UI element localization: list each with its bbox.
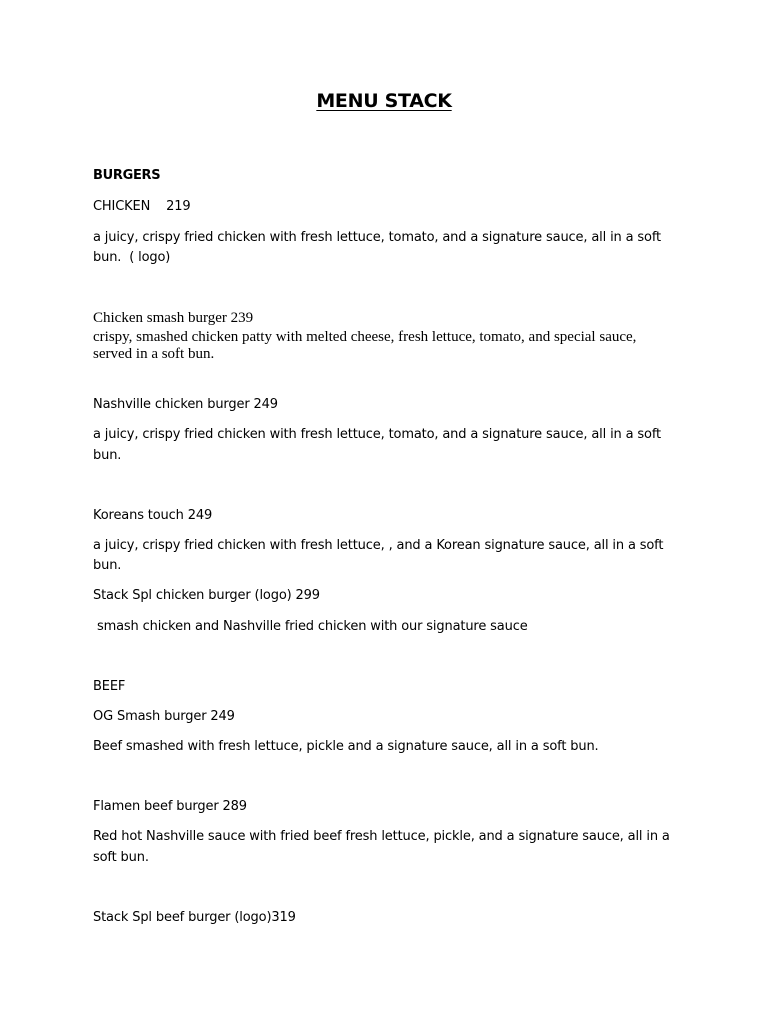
item-stack-spl-chicken-description: smash chicken and Nashville fried chicken with our signature sauce [93, 619, 528, 634]
item-chicken-name-price: CHICKEN 219 [93, 199, 191, 214]
section-heading-beef: BEEF [93, 679, 126, 694]
item-koreans-touch-description-line1: a juicy, crispy fried chicken with fresh lettuce, , and a Korean signature sauce, all in a soft [93, 538, 664, 553]
item-flamen-beef-name-price: Flamen beef burger 289 [93, 799, 247, 814]
item-koreans-touch-description-line2: bun. [93, 558, 122, 573]
section-heading-burgers: BURGERS [93, 168, 161, 183]
item-nashville-description-line1: a juicy, crispy fried chicken with fresh lettuce, tomato, and a signature sauce, all in a soft [93, 427, 661, 442]
menu-title: MENU STACK [316, 90, 452, 112]
item-chicken-smash-name-price: Chicken smash burger 239 [93, 310, 254, 326]
item-koreans-touch-name-price: Koreans touch 249 [93, 508, 213, 523]
item-stack-spl-chicken-name-price: Stack Spl chicken burger (logo) 299 [93, 588, 320, 603]
item-chicken-description-line2: bun. ( logo) [93, 250, 171, 265]
item-og-smash-name-price: OG Smash burger 249 [93, 709, 235, 724]
item-stack-spl-beef-name-price: Stack Spl beef burger (logo)319 [93, 910, 296, 925]
item-chicken-description-line1: a juicy, crispy fried chicken with fresh lettuce, tomato, and a signature sauce, all in a soft [93, 230, 661, 245]
item-flamen-beef-description-line1: Red hot Nashville sauce with fried beef fresh lettuce, pickle, and a signature sauce, all in a [93, 829, 670, 844]
item-nashville-name-price: Nashville chicken burger 249 [93, 397, 278, 412]
item-nashville-description-line2: bun. [93, 448, 122, 463]
item-chicken-smash-description-line2: served in a soft bun. [93, 346, 215, 362]
item-flamen-beef-description-line2: soft bun. [93, 850, 149, 865]
item-og-smash-description: Beef smashed with fresh lettuce, pickle and a signature sauce, all in a soft bun. [93, 739, 599, 754]
item-chicken-smash-description-line1: crispy, smashed chicken patty with melted cheese, fresh lettuce, tomato, and special sauce, [93, 329, 637, 345]
